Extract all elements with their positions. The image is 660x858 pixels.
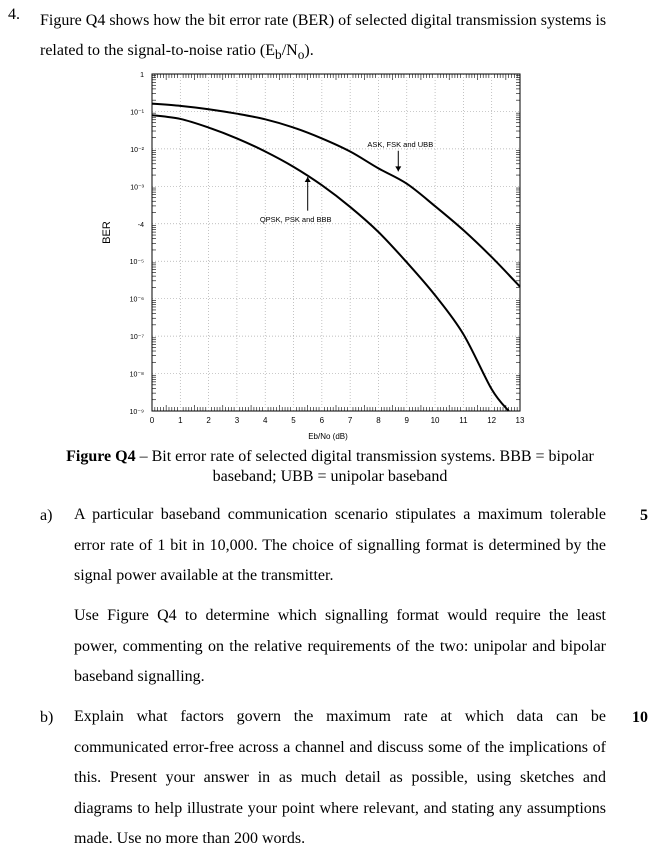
y-tick-label: 10⁻⁸ bbox=[129, 371, 144, 379]
x-tick-label: 4 bbox=[263, 416, 268, 425]
x-tick-label: 9 bbox=[404, 416, 409, 425]
annotation-qpsk-psk-bbb: QPSK, PSK and BBB bbox=[259, 214, 332, 224]
x-tick-label: 10 bbox=[430, 416, 440, 425]
x-axis-label: Eb/No (dB) bbox=[308, 432, 348, 441]
x-tick-label: 11 bbox=[459, 416, 468, 425]
y-tick-label: -4 bbox=[137, 221, 144, 229]
y-tick-label: 10⁻⁷ bbox=[129, 334, 144, 342]
intro-text: Figure Q4 shows how the bit error rate (BER) of selected digital transmission systems is related to the signal-to-noise ratio (E bbox=[40, 12, 607, 59]
caption-text: – Bit error rate of selected digital transmission systems. BBB = bipolar baseband; UBB = unipolar baseband bbox=[135, 448, 594, 485]
y-tick-label: 10⁻⁹ bbox=[129, 409, 144, 416]
caption-label: Figure Q4 bbox=[66, 448, 136, 465]
x-tick-label: 12 bbox=[487, 416, 497, 425]
x-tick-label: 3 bbox=[234, 416, 240, 425]
part-b-label: b) bbox=[40, 709, 54, 726]
y-tick-label: 10⁻² bbox=[130, 146, 144, 154]
x-tick-label: 8 bbox=[376, 416, 381, 425]
part-a-para2: Use Figure Q4 to determine which signalling format would require the least power, commenting on the relative requirements of the two: unipolar and bipolar baseband signalling. bbox=[74, 607, 606, 685]
intro-slash: /N bbox=[281, 42, 298, 59]
x-tick-label: 2 bbox=[206, 416, 211, 425]
part-a-label: a) bbox=[40, 507, 53, 524]
part-b-marks: 10 bbox=[632, 709, 648, 726]
x-tick-label: 6 bbox=[319, 416, 325, 425]
question-number: 4. bbox=[8, 6, 20, 23]
x-tick-label: 7 bbox=[347, 416, 353, 425]
intro-sub-b: b bbox=[275, 47, 282, 63]
part-a-para1: A particular baseband communication scenario stipulates a maximum tolerable error rate of 1 bit in 10,000. The choice of signalling format is determined by the signal power available at the transmitter. bbox=[74, 506, 606, 584]
y-tick-label: 1 bbox=[140, 72, 144, 79]
x-tick-label: 1 bbox=[178, 416, 183, 425]
x-tick-label: 0 bbox=[149, 416, 155, 425]
annotation-ask-fsk-ubb: ASK, FSK and UBB bbox=[367, 140, 434, 150]
y-tick-label: 10⁻⁶ bbox=[129, 296, 144, 304]
y-tick-label: 10⁻⁵ bbox=[129, 259, 144, 267]
figure-caption bbox=[40, 447, 620, 487]
plot-frame bbox=[152, 74, 520, 411]
annotation-arrowhead bbox=[395, 166, 401, 171]
series-line-qpsk-psk-bbb bbox=[152, 115, 509, 411]
y-tick-label: 10⁻¹ bbox=[130, 109, 144, 117]
y-axis-label: BER bbox=[101, 221, 113, 244]
question-intro bbox=[40, 6, 620, 70]
intro-end: ). bbox=[304, 42, 314, 59]
intro-sub-o: o bbox=[297, 47, 305, 63]
ber-chart-svg bbox=[96, 64, 536, 450]
x-tick-label: 13 bbox=[515, 416, 525, 425]
y-tick-label: 10⁻³ bbox=[130, 184, 144, 192]
x-tick-label: 5 bbox=[291, 416, 296, 425]
part-a-marks: 5 bbox=[640, 507, 648, 524]
ber-chart bbox=[96, 64, 536, 450]
part-b-text: Explain what factors govern the maximum rate at which data can be communicated error-free across a channel and discuss some of the implications of this. Present your answer in as much detail as possible, using sketches and diagrams to help illustrate your point where relevant, and stating any assumptions made. Use no more than 200 words. bbox=[74, 708, 606, 847]
